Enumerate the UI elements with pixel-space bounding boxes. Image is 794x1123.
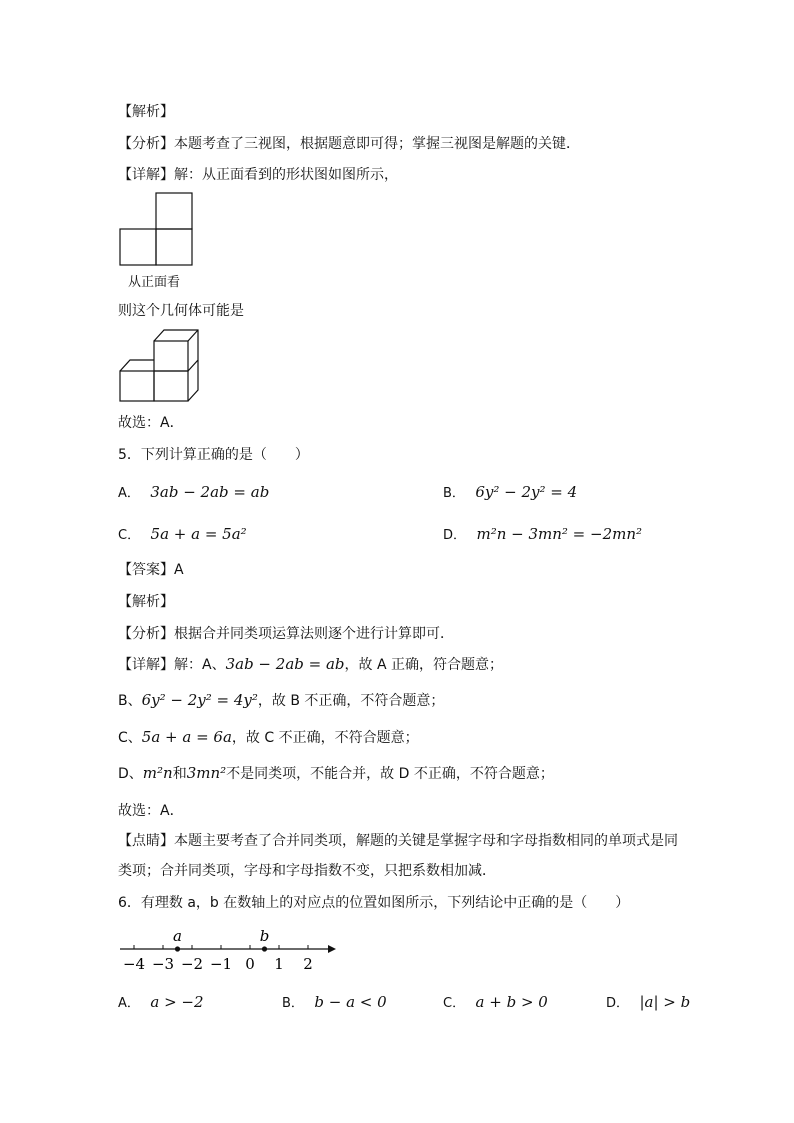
q5-c-prefix: C、 — [118, 730, 142, 746]
q5-d-suffix: 不是同类项，不能合并，故 D 不正确，不符合题意； — [226, 766, 554, 782]
q6-option-d-label: D． — [606, 996, 630, 1011]
q5-xiangjie-line-d — [118, 764, 554, 783]
number-line-tick-label: 0 — [245, 955, 255, 973]
q5-option-d-label: D． — [443, 528, 467, 543]
number-line-tick-label: −4 — [122, 955, 146, 973]
q5-xj-suffix: ，故 A 正确，符合题意； — [344, 657, 503, 673]
q6-option-d-expr: |a| > b — [639, 993, 691, 1011]
q5-option-b — [443, 483, 577, 503]
q5-option-b-expr: 6y² − 2y² = 4 — [475, 483, 578, 501]
q5-option-a — [118, 483, 269, 503]
q5-option-d — [443, 525, 642, 545]
intro-answer: 故选：A． — [118, 415, 184, 431]
number-line-figure — [118, 925, 348, 977]
q5-option-a-expr: 3ab − 2ab = ab — [150, 483, 270, 501]
q5-c-expr: 5a + a = 6a — [141, 728, 232, 746]
q6-option-b — [282, 993, 387, 1013]
q6-option-d — [606, 993, 690, 1013]
fenxi-paragraph: 【分析】本题考查了三视图，根据题意即可得；掌握三视图是解题的关键． — [118, 136, 580, 152]
q5-xiangjie-line-c — [118, 728, 419, 747]
q6-option-a-label: A． — [118, 996, 140, 1011]
q5-option-c-label: C． — [118, 528, 141, 543]
q5-d-mid: 和 — [172, 766, 187, 782]
number-line-arrow-icon — [328, 945, 336, 953]
q5-stem: 5．下列计算正确的是（ ） — [118, 447, 309, 463]
q6-stem: 6．有理数 a，b 在数轴上的对应点的位置如图所示，下列结论中正确的是（ ） — [118, 895, 630, 911]
q5-fenxi: 【分析】根据合并同类项运算法则逐个进行计算即可． — [118, 626, 454, 642]
xiangjie-paragraph: 【详解】解：从正面看到的形状图如图所示， — [118, 167, 398, 183]
point-b-dot — [262, 946, 267, 951]
q5-d-expr1: m²n — [142, 764, 173, 782]
number-line-tick-label: −3 — [151, 955, 175, 973]
q5-b-prefix: B、 — [118, 693, 142, 709]
q6-option-c — [443, 993, 548, 1013]
q5-answer-key: 【答案】A — [118, 562, 184, 578]
q5-d-expr2: 3mn² — [186, 764, 227, 782]
q5-b-expr: 6y² − 2y² = 4y² — [141, 691, 258, 709]
q5-c-suffix: ，故 C 不正确，不符合题意； — [231, 730, 419, 746]
solid-cubes-figure — [118, 327, 202, 407]
q6-option-a-expr: a > −2 — [150, 993, 204, 1011]
q5-b-suffix: ，故 B 不正确，不符合题意； — [257, 693, 445, 709]
possible-text: 则这个几何体可能是 — [118, 303, 244, 319]
q5-final-answer: 故选：A． — [118, 803, 184, 819]
point-b-label: b — [259, 927, 270, 945]
q5-option-c-expr: 5a + a = 5a² — [150, 525, 247, 543]
front-view-figure — [118, 192, 198, 267]
jiexi-heading: 【解析】 — [118, 104, 174, 120]
q5-dianjing-line-1: 【点睛】本题主要考查了合并同类项，解题的关键是掌握字母和字母指数相同的单项式是同 — [118, 833, 678, 849]
number-line-tick-label: −2 — [180, 955, 204, 973]
number-line-tick-label: −1 — [209, 955, 233, 973]
q6-option-c-label: C． — [443, 996, 466, 1011]
q6-option-b-expr: b − a < 0 — [314, 993, 387, 1011]
number-line-tick-label: 1 — [274, 955, 284, 973]
q5-dianjing-line-2: 类项；合并同类项，字母和字母指数不变，只把系数相加减． — [118, 863, 496, 879]
q6-option-a — [118, 993, 204, 1013]
point-a-label: a — [173, 927, 182, 945]
q5-d-prefix: D、 — [118, 766, 143, 782]
q6-option-b-label: B． — [282, 996, 304, 1011]
q6-option-c-expr: a + b > 0 — [475, 993, 548, 1011]
q5-xj-expr: 3ab − 2ab = ab — [225, 655, 345, 673]
q5-option-b-label: B． — [443, 486, 465, 501]
figure-caption: 从正面看 — [128, 275, 181, 290]
q5-option-a-label: A． — [118, 486, 140, 501]
q5-option-c — [118, 525, 247, 545]
point-a-dot — [175, 946, 180, 951]
number-line-tick-label: 2 — [303, 955, 313, 973]
q5-jiexi-heading: 【解析】 — [118, 594, 174, 610]
q5-xj-prefix: 【详解】解：A、 — [118, 657, 226, 673]
q5-xiangjie-line-b — [118, 691, 444, 710]
q5-option-d-expr: m²n − 3mn² = −2mn² — [476, 525, 643, 543]
q5-xiangjie-line-a — [118, 655, 503, 674]
